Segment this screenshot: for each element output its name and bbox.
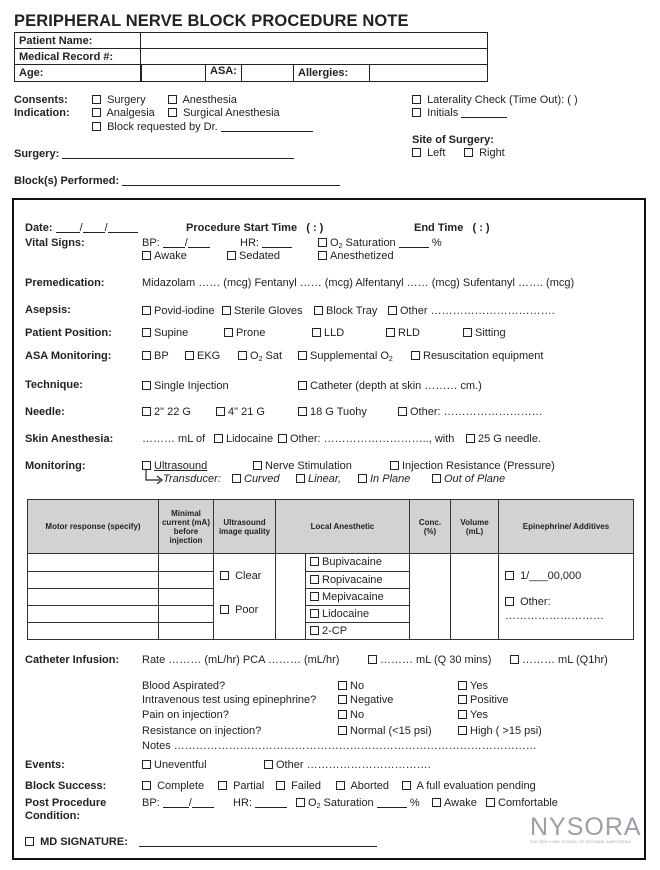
asa-field[interactable] bbox=[242, 65, 294, 82]
bp-systolic-field[interactable] bbox=[163, 247, 185, 248]
checkbox-icon[interactable] bbox=[458, 695, 467, 704]
checkbox-icon[interactable] bbox=[92, 95, 101, 104]
question-pain: Pain on injection? bbox=[142, 709, 229, 721]
checkbox-icon[interactable] bbox=[214, 434, 223, 443]
post-condition-label: Condition: bbox=[25, 810, 80, 822]
vitals-bp: BP: / bbox=[142, 237, 210, 249]
header-epinephrine: Epinephrine/ Additives bbox=[499, 500, 634, 554]
arrow-icon bbox=[145, 470, 165, 484]
checkbox-icon[interactable] bbox=[336, 781, 345, 790]
concentration-cell[interactable] bbox=[410, 554, 451, 640]
pain-yes[interactable]: Yes bbox=[458, 709, 488, 721]
post-o2-field[interactable] bbox=[377, 807, 407, 808]
position-sitting[interactable]: Sitting bbox=[463, 327, 506, 339]
hr-field[interactable] bbox=[262, 247, 292, 248]
catheter-q1h[interactable]: ……… mL (Q1hr) bbox=[510, 654, 608, 666]
initials-field[interactable] bbox=[461, 117, 507, 118]
age-field[interactable] bbox=[142, 65, 242, 82]
us-quality-poor[interactable]: Poor bbox=[214, 582, 275, 616]
surgery-row: Surgery: bbox=[14, 148, 294, 160]
epi-other-dots: ……………………… bbox=[505, 610, 604, 622]
laterality-initials[interactable]: Initials bbox=[412, 107, 507, 119]
success-failed[interactable]: Failed bbox=[276, 780, 321, 792]
indication-label: Indication: bbox=[14, 107, 70, 119]
age-label: Age: bbox=[15, 65, 141, 82]
asa-mon-resuscitation[interactable]: Resuscitation equipment bbox=[411, 350, 543, 362]
post-procedure-label: Post Procedure bbox=[25, 797, 107, 809]
checkbox-icon[interactable] bbox=[505, 571, 514, 580]
checkbox-icon[interactable] bbox=[232, 474, 241, 483]
monitoring-ultrasound[interactable]: Ultrasound bbox=[142, 460, 207, 472]
checkbox-icon[interactable] bbox=[312, 328, 321, 337]
anesthetic-lidocaine[interactable]: Lidocaine bbox=[306, 605, 410, 622]
asa-monitoring-label: ASA Monitoring: bbox=[25, 350, 112, 362]
needle-2in-22g[interactable]: 2" 22 G bbox=[142, 406, 191, 418]
skin-other[interactable]: Other: ……………………….., with bbox=[278, 433, 454, 445]
checkbox-icon[interactable] bbox=[142, 251, 151, 260]
checkbox-icon[interactable] bbox=[296, 474, 305, 483]
position-rld[interactable]: RLD bbox=[386, 327, 420, 339]
md-signature[interactable]: MD SIGNATURE: bbox=[25, 836, 377, 848]
checkbox-icon[interactable] bbox=[318, 251, 327, 260]
site-of-surgery-label: Site of Surgery: bbox=[412, 134, 494, 146]
events-label: Events: bbox=[25, 759, 65, 771]
nysora-logo bbox=[530, 814, 642, 844]
checkbox-icon[interactable] bbox=[298, 351, 307, 360]
checkbox-icon[interactable] bbox=[510, 655, 519, 664]
blood-aspirated-yes[interactable]: Yes bbox=[458, 680, 488, 692]
needle-label: Needle: bbox=[25, 406, 65, 418]
minimal-current-cells[interactable] bbox=[159, 554, 214, 640]
post-hr-field[interactable] bbox=[255, 807, 287, 808]
header-concentration: Conc. (%) bbox=[410, 500, 451, 554]
surgery-field[interactable] bbox=[62, 158, 294, 159]
vitals-hr: HR: bbox=[240, 237, 292, 249]
procedure-end-time[interactable]: End Time ( : ) bbox=[414, 222, 490, 234]
checkbox-icon[interactable] bbox=[92, 122, 101, 131]
anesthetic-2cp[interactable]: 2-CP bbox=[306, 622, 410, 639]
checkbox-icon[interactable] bbox=[464, 148, 473, 157]
indication-surgical-anesthesia[interactable]: Surgical Anesthesia bbox=[168, 107, 280, 119]
asa-mon-supplemental-o2[interactable]: Supplemental $O_2$ bbox=[298, 350, 393, 363]
site-left[interactable]: Left bbox=[412, 147, 445, 159]
vitals-anesthetized[interactable]: Anesthetized bbox=[318, 250, 394, 262]
checkbox-icon[interactable] bbox=[314, 306, 323, 315]
skin-25g-needle[interactable]: 25 G needle. bbox=[466, 433, 541, 445]
transducer-in-plane[interactable]: In Plane bbox=[358, 473, 410, 485]
requesting-doctor-field[interactable] bbox=[221, 131, 313, 132]
technique-single[interactable]: Single Injection bbox=[142, 380, 229, 392]
header-volume: Volume (mL) bbox=[451, 500, 499, 554]
notes[interactable]: Notes ……………………………………………………………………………………… bbox=[142, 740, 537, 752]
allergies-field[interactable] bbox=[370, 65, 488, 82]
motor-response-cells[interactable] bbox=[28, 554, 159, 640]
blocks-row: Block(s) Performed: bbox=[14, 175, 340, 187]
mrn-field[interactable] bbox=[141, 49, 488, 65]
checkbox-icon[interactable] bbox=[358, 474, 367, 483]
post-comfortable[interactable]: Comfortable bbox=[486, 797, 558, 809]
date-year-field[interactable] bbox=[108, 232, 138, 233]
checkbox-icon[interactable] bbox=[92, 108, 101, 117]
bp-diastolic-field[interactable] bbox=[188, 247, 210, 248]
patient-name-field[interactable] bbox=[141, 33, 488, 49]
asa-mon-ekg[interactable]: EKG bbox=[185, 350, 220, 362]
premedication-text: Midazolam …… (mcg) Fentanyl …… (mcg) Alfentanyl …… (mcg) Sufentanyl ……. (mcg) bbox=[142, 277, 575, 289]
site-right[interactable]: Right bbox=[464, 147, 505, 159]
header-local-anesthetic: Local Anesthetic bbox=[276, 500, 410, 554]
checkbox-icon[interactable] bbox=[338, 710, 347, 719]
local-anesthetic-cells bbox=[276, 554, 410, 640]
monitoring-injection-resistance[interactable]: Injection Resistance (Pressure) bbox=[390, 460, 555, 472]
asa-mon-o2sat[interactable]: $O_2$ Sat bbox=[238, 350, 282, 363]
logo-tagline: THE NEW YORK SCHOOL OF REGIONAL ANESTHESIA bbox=[530, 840, 632, 844]
epi-other[interactable]: Other: bbox=[505, 582, 633, 608]
checkbox-icon[interactable] bbox=[390, 461, 399, 470]
checkbox-icon[interactable] bbox=[412, 95, 421, 104]
checkbox-icon[interactable] bbox=[432, 474, 441, 483]
checkbox-icon[interactable] bbox=[338, 726, 347, 735]
checkbox-icon[interactable] bbox=[142, 760, 151, 769]
checkbox-icon[interactable] bbox=[318, 238, 327, 247]
checkbox-icon[interactable] bbox=[253, 461, 262, 470]
patient-name-label: Patient Name: bbox=[15, 33, 141, 49]
checkbox-icon[interactable] bbox=[168, 95, 177, 104]
date-month-field[interactable] bbox=[83, 232, 105, 233]
checkbox-icon[interactable] bbox=[432, 798, 441, 807]
checkbox-icon[interactable] bbox=[458, 710, 467, 719]
checkbox-icon[interactable] bbox=[276, 781, 285, 790]
signature-field[interactable] bbox=[139, 846, 377, 847]
question-blood-aspirated: Blood Aspirated? bbox=[142, 680, 226, 692]
question-resistance: Resistance on injection? bbox=[142, 725, 262, 737]
date-day-field[interactable] bbox=[56, 232, 80, 233]
position-supine[interactable]: Supine bbox=[142, 327, 188, 339]
epinephrine-cell bbox=[499, 554, 634, 640]
checkbox-icon[interactable] bbox=[296, 798, 305, 807]
post-o2[interactable]: $O_2$ Saturation % bbox=[296, 797, 420, 810]
date-row: Date: / / bbox=[25, 222, 138, 234]
header-minimal-current: Minimal current (mA) before injection bbox=[159, 500, 214, 554]
post-hr: HR: bbox=[233, 797, 287, 809]
us-quality-cell bbox=[214, 554, 276, 640]
page-title: PERIPHERAL NERVE BLOCK PROCEDURE NOTE bbox=[14, 12, 409, 30]
checkbox-icon[interactable] bbox=[220, 571, 229, 580]
checkbox-icon[interactable] bbox=[238, 351, 247, 360]
technique-catheter[interactable]: Catheter (depth at skin ……… cm.) bbox=[298, 380, 482, 392]
mrn-label: Medical Record #: bbox=[15, 49, 141, 65]
checkbox-icon[interactable] bbox=[142, 781, 151, 790]
anesthetic-bupivacaine[interactable]: Bupivacaine bbox=[306, 554, 410, 571]
asepsis-povid[interactable]: Povid-iodine bbox=[142, 305, 215, 317]
checkbox-icon[interactable] bbox=[310, 626, 319, 635]
patient-position-label: Patient Position: bbox=[25, 327, 112, 339]
consent-surgery[interactable]: Surgery bbox=[92, 94, 146, 106]
question-iv-test: Intravenous test using epinephrine? bbox=[142, 694, 317, 706]
pain-no[interactable]: No bbox=[338, 709, 364, 721]
checkbox-icon[interactable] bbox=[168, 108, 177, 117]
anesthetic-table bbox=[27, 499, 634, 640]
resistance-high[interactable]: High ( >15 psi) bbox=[458, 725, 542, 737]
skin-lidocaine[interactable]: Lidocaine bbox=[214, 433, 273, 445]
checkbox-icon[interactable] bbox=[486, 798, 495, 807]
catheter-q30[interactable]: ……… mL (Q 30 mins) bbox=[368, 654, 491, 666]
monitoring-label: Monitoring: bbox=[25, 460, 86, 472]
checkbox-icon[interactable] bbox=[505, 597, 514, 606]
success-complete[interactable]: Complete bbox=[142, 780, 204, 792]
vitals-awake[interactable]: Awake bbox=[142, 250, 187, 262]
asepsis-other[interactable]: Other ……………………………. bbox=[388, 305, 555, 317]
checkbox-icon[interactable] bbox=[310, 609, 319, 618]
iv-test-negative[interactable]: Negative bbox=[338, 694, 393, 706]
anesthetic-mepivacaine[interactable]: Mepivacaine bbox=[306, 588, 410, 605]
checkbox-icon[interactable] bbox=[142, 306, 151, 315]
success-aborted[interactable]: Aborted bbox=[336, 780, 389, 792]
vital-signs-label: Vital Signs: bbox=[25, 237, 85, 249]
transducer-curved[interactable]: Curved bbox=[232, 473, 279, 485]
o2-field[interactable] bbox=[399, 247, 429, 248]
transducer-linear[interactable]: Linear, bbox=[296, 473, 341, 485]
volume-cell[interactable] bbox=[451, 554, 499, 640]
asepsis-tray[interactable]: Block Tray bbox=[314, 305, 377, 317]
asepsis-gloves[interactable]: Sterile Gloves bbox=[222, 305, 302, 317]
needle-other[interactable]: Other: ……………………… bbox=[398, 406, 543, 418]
catheter-infusion-label: Catheter Infusion: bbox=[25, 654, 120, 666]
position-lld[interactable]: LLD bbox=[312, 327, 344, 339]
blood-aspirated-no[interactable]: No bbox=[338, 680, 364, 692]
checkbox-icon[interactable] bbox=[310, 557, 319, 566]
position-prone[interactable]: Prone bbox=[224, 327, 265, 339]
laterality-check[interactable]: Laterality Check (Time Out): ( ) bbox=[412, 94, 578, 106]
checkbox-icon[interactable] bbox=[466, 434, 475, 443]
asepsis-label: Asepsis: bbox=[25, 304, 71, 316]
block-success-label: Block Success: bbox=[25, 780, 107, 792]
checkbox-icon[interactable] bbox=[264, 760, 273, 769]
monitoring-nerve-stim[interactable]: Nerve Stimulation bbox=[253, 460, 352, 472]
checkbox-icon[interactable] bbox=[227, 251, 236, 260]
catheter-rate: Rate ……… (mL/hr) PCA ……… (mL/hr) bbox=[142, 654, 340, 666]
resistance-normal[interactable]: Normal (<15 psi) bbox=[338, 725, 432, 737]
checkbox-icon[interactable] bbox=[220, 605, 229, 614]
checkbox-icon[interactable] bbox=[298, 407, 307, 416]
checkbox-icon[interactable] bbox=[25, 837, 34, 846]
header-us-quality: Ultrasound image quality bbox=[214, 500, 276, 554]
skin-ml: ……… mL of bbox=[142, 433, 206, 445]
checkbox-icon[interactable] bbox=[185, 351, 194, 360]
indication-block-requested[interactable]: Block requested by Dr. bbox=[92, 121, 313, 133]
checkbox-icon[interactable] bbox=[142, 381, 151, 390]
checkbox-icon[interactable] bbox=[218, 781, 227, 790]
transducer-label: Transducer: bbox=[163, 473, 221, 485]
post-bp-systolic-field[interactable] bbox=[163, 807, 189, 808]
checkbox-icon[interactable] bbox=[458, 726, 467, 735]
checkbox-icon[interactable] bbox=[338, 695, 347, 704]
premedication-label: Premedication: bbox=[25, 277, 105, 289]
checkbox-icon[interactable] bbox=[310, 592, 319, 601]
iv-test-positive[interactable]: Positive bbox=[458, 694, 509, 706]
checkbox-icon[interactable] bbox=[142, 461, 151, 470]
checkbox-icon[interactable] bbox=[368, 655, 377, 664]
vitals-sedated[interactable]: Sedated bbox=[227, 250, 280, 262]
checkbox-icon[interactable] bbox=[142, 351, 151, 360]
checkbox-icon[interactable] bbox=[463, 328, 472, 337]
events-uneventful[interactable]: Uneventful bbox=[142, 759, 207, 771]
allergies-label: Allergies: bbox=[294, 65, 370, 82]
checkbox-icon[interactable] bbox=[412, 148, 421, 157]
success-pending[interactable]: A full evaluation pending bbox=[402, 780, 536, 792]
skin-anesthesia-label: Skin Anesthesia: bbox=[25, 433, 114, 445]
checkbox-icon[interactable] bbox=[216, 407, 225, 416]
checkbox-icon[interactable] bbox=[388, 306, 397, 315]
checkbox-icon[interactable] bbox=[411, 351, 420, 360]
vitals-o2-saturation[interactable]: $O_2$ Saturation % bbox=[318, 237, 442, 250]
epi-dose[interactable]: 1/___00,000 bbox=[505, 554, 633, 582]
transducer-out-of-plane[interactable]: Out of Plane bbox=[432, 473, 505, 485]
patient-info-table bbox=[14, 32, 488, 82]
checkbox-icon[interactable] bbox=[224, 328, 233, 337]
logo-text: NYSORA bbox=[530, 813, 642, 841]
events-other[interactable]: Other ……………………………. bbox=[264, 759, 431, 771]
post-awake[interactable]: Awake bbox=[432, 797, 477, 809]
post-bp: BP: / bbox=[142, 797, 214, 809]
consents-label: Consents: bbox=[14, 94, 68, 106]
checkbox-icon[interactable] bbox=[412, 108, 421, 117]
technique-label: Technique: bbox=[25, 379, 83, 391]
needle-4in-21g[interactable]: 4" 21 G bbox=[216, 406, 265, 418]
us-quality-clear[interactable]: Clear bbox=[214, 554, 275, 582]
needle-18g-tuohy[interactable]: 18 G Tuohy bbox=[298, 406, 367, 418]
checkbox-icon[interactable] bbox=[338, 681, 347, 690]
indication-analgesia[interactable]: Analgesia bbox=[92, 107, 155, 119]
consent-anesthesia[interactable]: Anesthesia bbox=[168, 94, 237, 106]
checkbox-icon[interactable] bbox=[298, 381, 307, 390]
checkbox-icon[interactable] bbox=[222, 306, 231, 315]
checkbox-icon[interactable] bbox=[386, 328, 395, 337]
checkbox-icon[interactable] bbox=[398, 407, 407, 416]
asa-mon-bp[interactable]: BP bbox=[142, 350, 169, 362]
checkbox-icon[interactable] bbox=[278, 434, 287, 443]
anesthetic-ropivacaine[interactable]: Ropivacaine bbox=[306, 571, 410, 588]
success-partial[interactable]: Partial bbox=[218, 780, 264, 792]
checkbox-icon[interactable] bbox=[142, 328, 151, 337]
checkbox-icon[interactable] bbox=[402, 781, 411, 790]
checkbox-icon[interactable] bbox=[142, 407, 151, 416]
blocks-performed-field[interactable] bbox=[122, 185, 340, 186]
asa-label: ASA: bbox=[210, 65, 237, 77]
post-bp-diastolic-field[interactable] bbox=[192, 807, 214, 808]
checkbox-icon[interactable] bbox=[310, 575, 319, 584]
procedure-start-time[interactable]: Procedure Start Time ( : ) bbox=[186, 222, 324, 234]
checkbox-icon[interactable] bbox=[458, 681, 467, 690]
header-motor-response: Motor response (specify) bbox=[28, 500, 159, 554]
